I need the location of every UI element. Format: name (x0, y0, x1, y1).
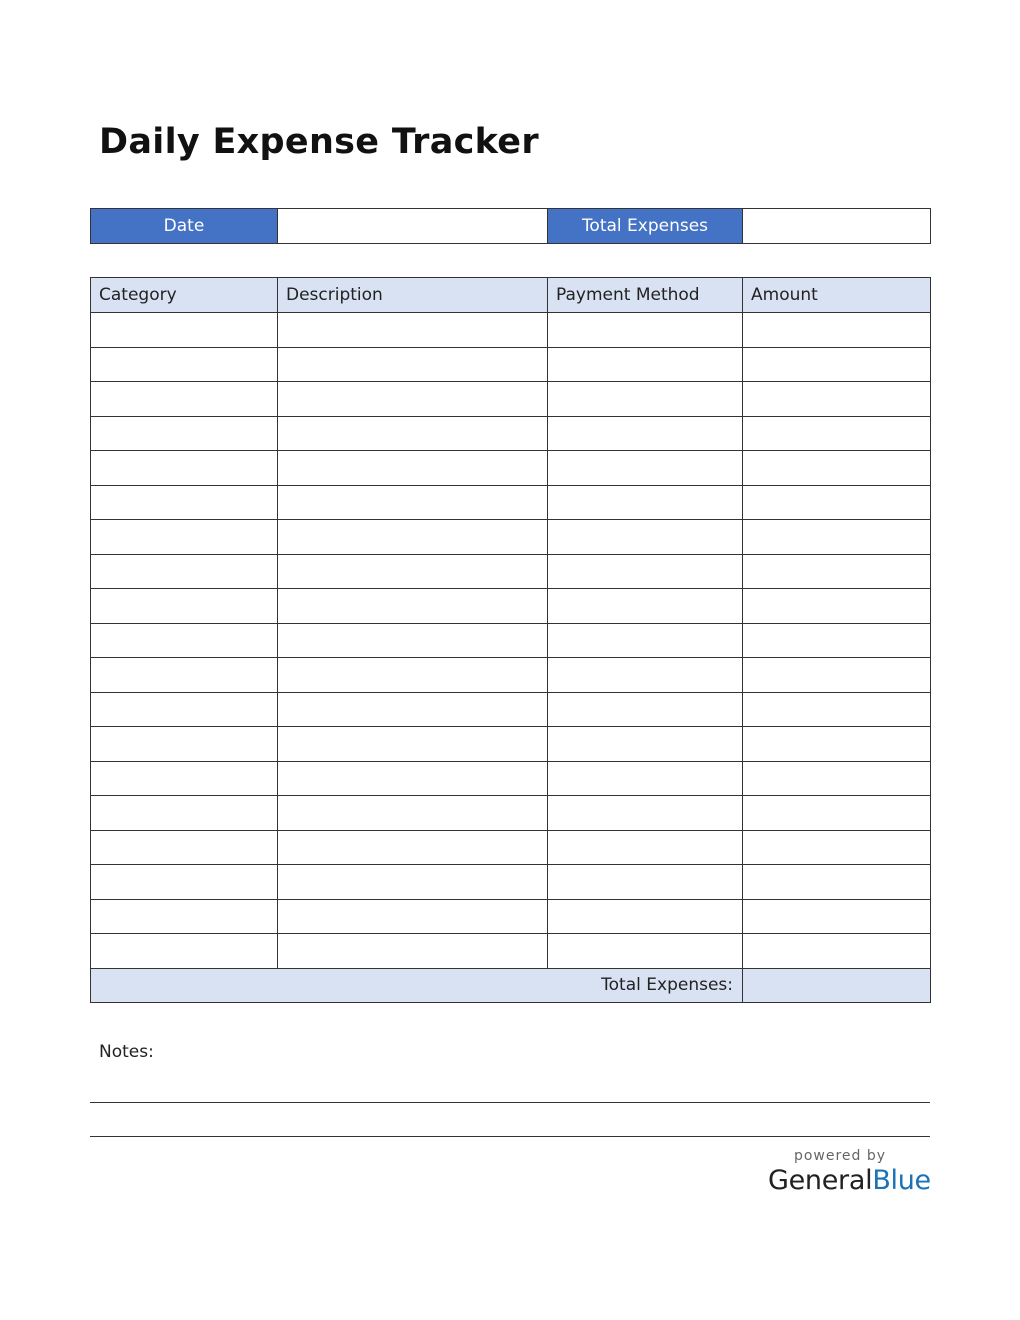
total-expenses-label: Total Expenses (548, 209, 743, 244)
description-cell[interactable] (278, 727, 548, 762)
table-row (91, 382, 931, 417)
category-cell[interactable] (91, 347, 278, 382)
payment-method-cell[interactable] (548, 934, 743, 969)
table-header-row (91, 278, 931, 313)
table-row (91, 761, 931, 796)
amount-cell[interactable] (743, 451, 931, 486)
payment-method-cell[interactable] (548, 727, 743, 762)
description-cell[interactable] (278, 382, 548, 417)
amount-cell[interactable] (743, 761, 931, 796)
payment-method-cell[interactable] (548, 796, 743, 831)
category-cell[interactable] (91, 727, 278, 762)
payment-method-cell[interactable] (548, 451, 743, 486)
description-cell[interactable] (278, 796, 548, 831)
total-row (91, 968, 931, 1002)
category-cell[interactable] (91, 623, 278, 658)
brand-logo (770, 1148, 930, 1196)
amount-cell[interactable] (743, 347, 931, 382)
table-row (91, 796, 931, 831)
amount-cell[interactable] (743, 727, 931, 762)
payment-method-cell[interactable] (548, 692, 743, 727)
category-cell[interactable] (91, 761, 278, 796)
column-header-amount: Amount (743, 278, 931, 313)
payment-method-cell[interactable] (548, 554, 743, 589)
category-cell[interactable] (91, 865, 278, 900)
table-row (91, 623, 931, 658)
date-field[interactable] (278, 209, 548, 244)
payment-method-cell[interactable] (548, 623, 743, 658)
description-cell[interactable] (278, 934, 548, 969)
amount-cell[interactable] (743, 692, 931, 727)
description-cell[interactable] (278, 658, 548, 693)
description-cell[interactable] (278, 520, 548, 555)
info-table (90, 208, 931, 244)
category-cell[interactable] (91, 796, 278, 831)
table-row (91, 830, 931, 865)
description-cell[interactable] (278, 313, 548, 348)
amount-cell[interactable] (743, 589, 931, 624)
category-cell[interactable] (91, 899, 278, 934)
amount-cell[interactable] (743, 865, 931, 900)
category-cell[interactable] (91, 692, 278, 727)
category-cell[interactable] (91, 830, 278, 865)
table-row (91, 451, 931, 486)
description-cell[interactable] (278, 485, 548, 520)
table-row (91, 520, 931, 555)
description-cell[interactable] (278, 623, 548, 658)
column-header-payment-method: Payment Method (548, 278, 743, 313)
description-cell[interactable] (278, 899, 548, 934)
description-cell[interactable] (278, 451, 548, 486)
expense-table (90, 277, 931, 1003)
notes-line[interactable] (90, 1136, 930, 1137)
payment-method-cell[interactable] (548, 865, 743, 900)
description-cell[interactable] (278, 761, 548, 796)
table-row (91, 727, 931, 762)
notes-line[interactable] (90, 1102, 930, 1103)
description-cell[interactable] (278, 865, 548, 900)
category-cell[interactable] (91, 658, 278, 693)
category-cell[interactable] (91, 382, 278, 417)
table-row (91, 485, 931, 520)
category-cell[interactable] (91, 554, 278, 589)
amount-cell[interactable] (743, 313, 931, 348)
table-row (91, 589, 931, 624)
amount-cell[interactable] (743, 554, 931, 589)
table-row (91, 313, 931, 348)
payment-method-cell[interactable] (548, 416, 743, 451)
category-cell[interactable] (91, 485, 278, 520)
payment-method-cell[interactable] (548, 313, 743, 348)
total-expenses-footer-label: Total Expenses: (91, 968, 743, 1002)
payment-method-cell[interactable] (548, 761, 743, 796)
table-row (91, 658, 931, 693)
amount-cell[interactable] (743, 658, 931, 693)
payment-method-cell[interactable] (548, 347, 743, 382)
table-row (91, 865, 931, 900)
description-cell[interactable] (278, 692, 548, 727)
amount-cell[interactable] (743, 416, 931, 451)
amount-cell[interactable] (743, 899, 931, 934)
brand-name (768, 1165, 930, 1196)
table-row (91, 692, 931, 727)
powered-by-text: powered by (793, 1148, 887, 1164)
brand-name-part2: Blue (872, 1165, 931, 1196)
amount-cell[interactable] (743, 830, 931, 865)
category-cell[interactable] (91, 520, 278, 555)
column-header-description: Description (278, 278, 548, 313)
brand-name-part1: General (768, 1165, 873, 1196)
category-cell[interactable] (91, 589, 278, 624)
description-cell[interactable] (278, 830, 548, 865)
table-row (91, 554, 931, 589)
amount-cell[interactable] (743, 520, 931, 555)
column-header-category: Category (91, 278, 278, 313)
category-cell[interactable] (91, 313, 278, 348)
table-row (91, 899, 931, 934)
table-row (91, 347, 931, 382)
description-cell[interactable] (278, 589, 548, 624)
amount-cell[interactable] (743, 382, 931, 417)
date-label: Date (91, 209, 278, 244)
amount-cell[interactable] (743, 623, 931, 658)
amount-cell[interactable] (743, 485, 931, 520)
description-cell[interactable] (278, 347, 548, 382)
table-row (91, 416, 931, 451)
payment-method-cell[interactable] (548, 520, 743, 555)
payment-method-cell[interactable] (548, 485, 743, 520)
category-cell[interactable] (91, 416, 278, 451)
description-cell[interactable] (278, 416, 548, 451)
page-title: Daily Expense Tracker (99, 122, 539, 162)
payment-method-cell[interactable] (548, 382, 743, 417)
payment-method-cell[interactable] (548, 899, 743, 934)
amount-cell[interactable] (743, 934, 931, 969)
total-expenses-footer-field[interactable] (743, 968, 931, 1002)
payment-method-cell[interactable] (548, 830, 743, 865)
category-cell[interactable] (91, 934, 278, 969)
total-expenses-field[interactable] (743, 209, 931, 244)
table-row (91, 934, 931, 969)
payment-method-cell[interactable] (548, 658, 743, 693)
description-cell[interactable] (278, 554, 548, 589)
notes-label: Notes: (99, 1042, 154, 1062)
payment-method-cell[interactable] (548, 589, 743, 624)
category-cell[interactable] (91, 451, 278, 486)
amount-cell[interactable] (743, 796, 931, 831)
